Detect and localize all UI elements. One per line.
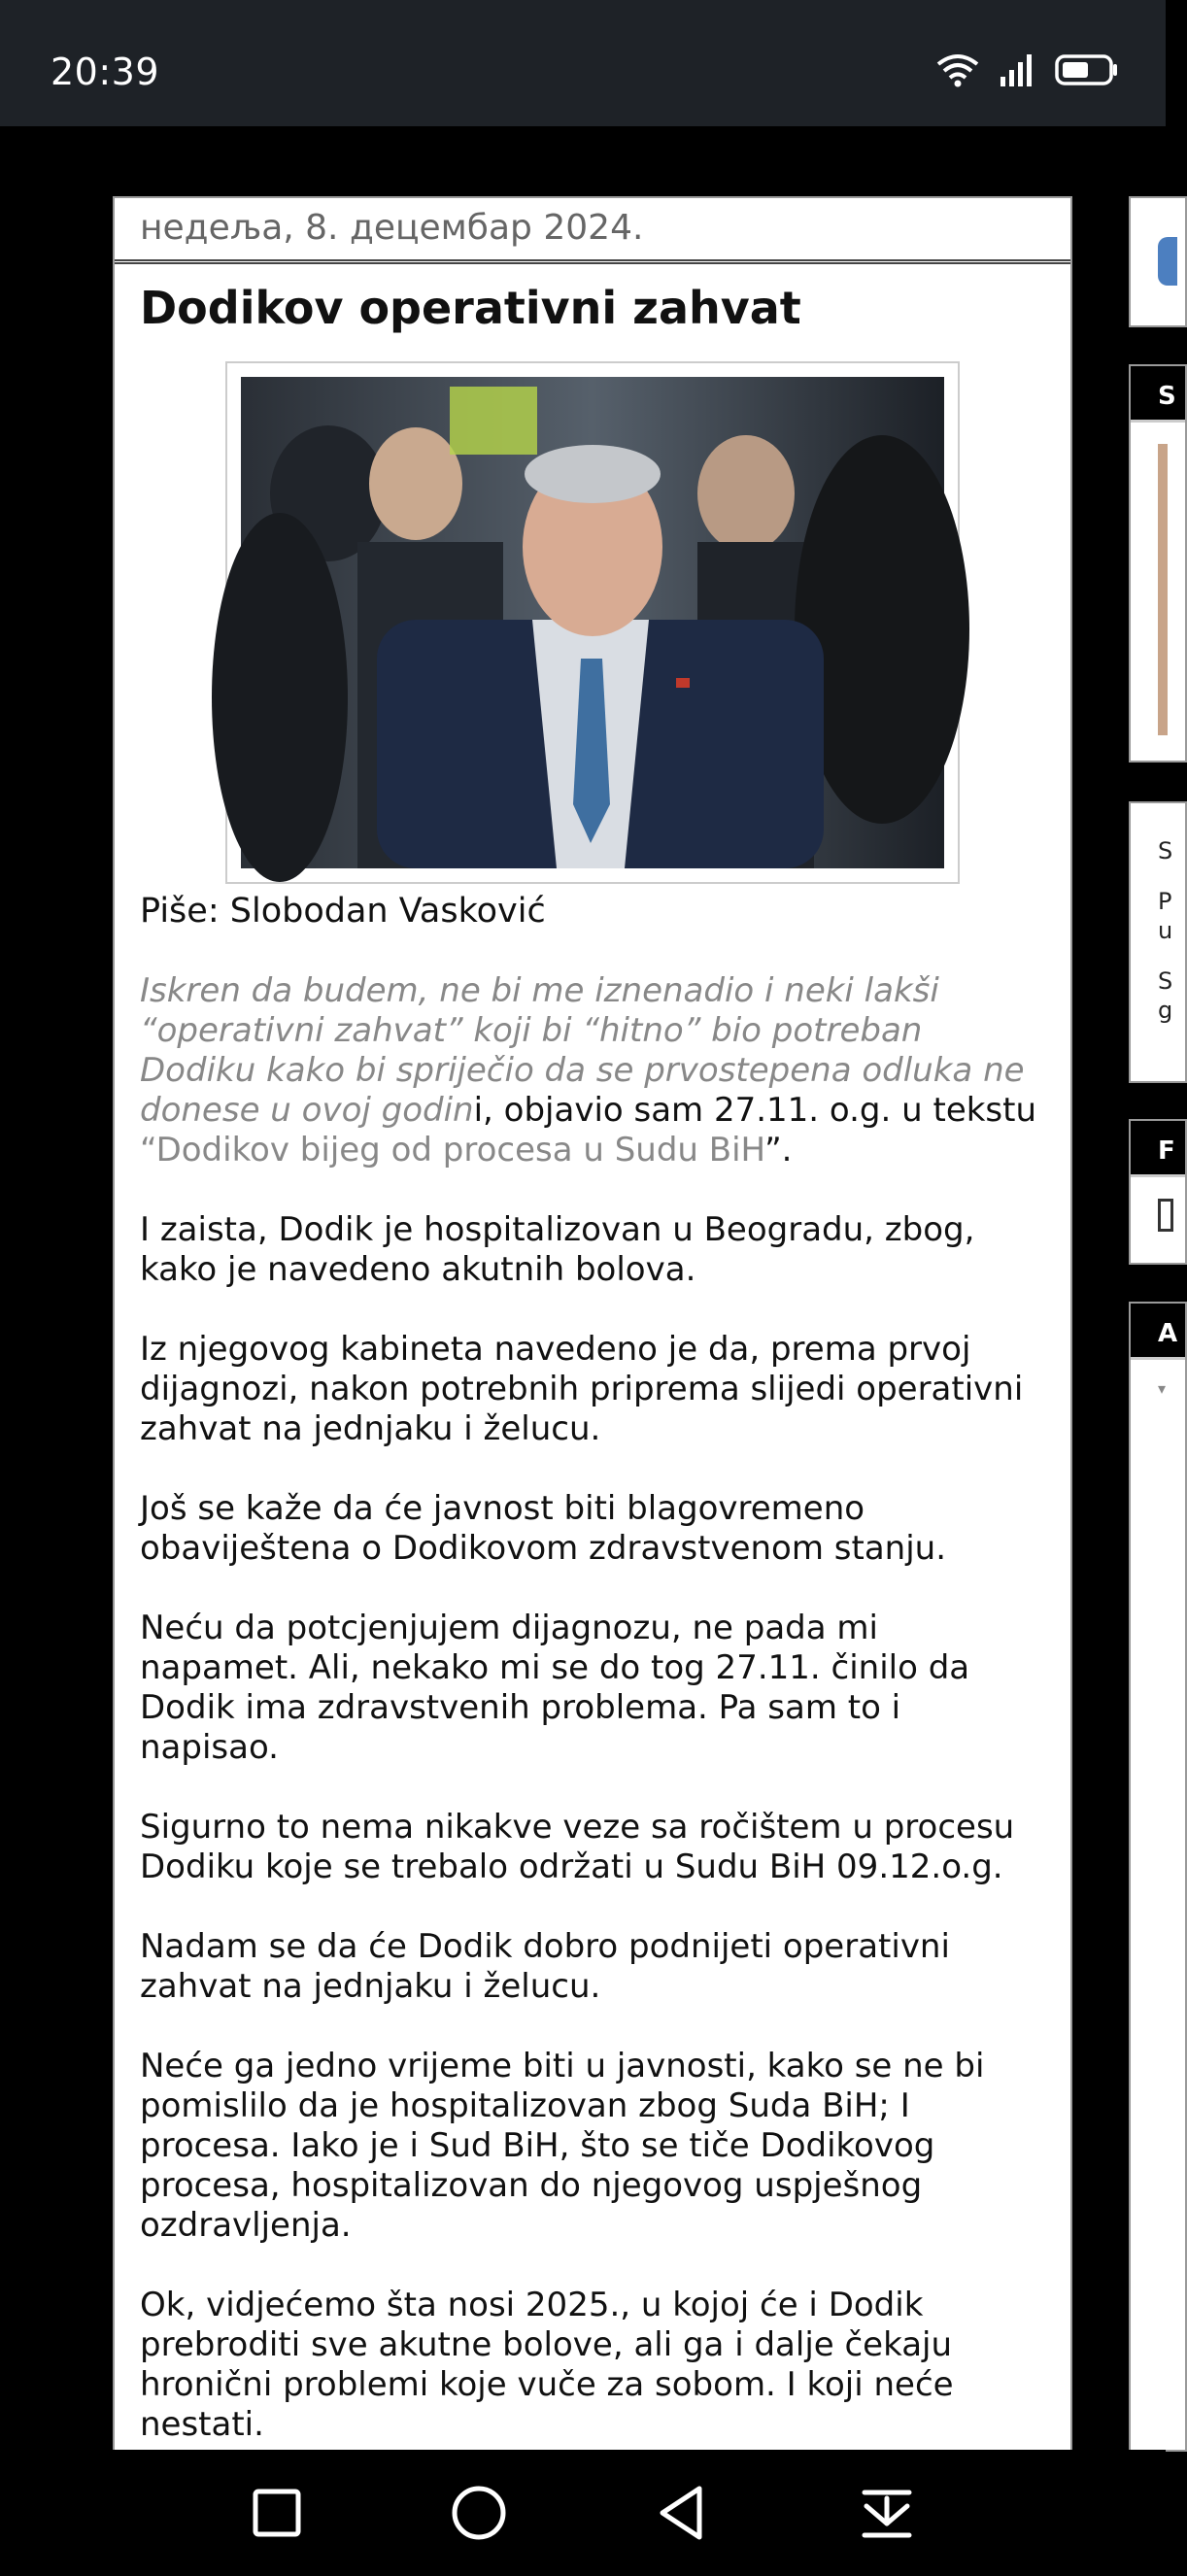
sidebar-widget-4-title: A [1131, 1304, 1185, 1360]
intro-quote: Iskren da budem, ne bi me iznenadio i neki lakši “operativni zahvat” koji bi “hitno” bio potreban Dodiku kako bi spriječio da se prvostepena odluka ne donese u ovoj godin [140, 971, 1025, 1130]
paragraph: Još se kaže da će javnost biti blagovremeno obaviještena o Dodikovom zdravstvenom stanju. [140, 1489, 947, 1568]
sidebar-widget-1 [1129, 364, 1187, 763]
sidebar-widget-3 [1129, 1119, 1187, 1265]
post-body [140, 971, 1045, 2445]
signal-icon [999, 53, 1035, 86]
sidebar-widget-2 [1129, 801, 1187, 1083]
paragraph: Ok, vidjećemo šta nosi 2025., u kojoj će i Dodik prebroditi sve akutne bolove, ali ga i dalje čekaju hronični problemi koje vuče za sobom. I koji neće nestati. [140, 2286, 954, 2444]
sidebar-widget-1-title: S [1131, 366, 1185, 423]
post-image-frame [225, 361, 960, 884]
sidebar-widget-4 [1129, 1302, 1187, 2452]
back-triangle-icon [649, 2479, 717, 2547]
home-button[interactable] [445, 2479, 513, 2547]
notifications-button[interactable] [853, 2479, 921, 2547]
sidebar-snippet[interactable]: S [1158, 837, 1173, 864]
status-icons [936, 52, 1119, 87]
back-button[interactable] [649, 2479, 717, 2547]
pull-down-icon [853, 2479, 921, 2547]
status-time: 20:39 [51, 51, 160, 93]
date-header: недеља, 8. децембар 2024. [115, 198, 1070, 264]
article-link[interactable]: “Dodikov bijeg od procesa u Sudu BiH [140, 1131, 765, 1169]
sidebar-widget-top[interactable] [1129, 196, 1187, 327]
navigation-bar [0, 2450, 1166, 2576]
paragraph: Neće ga jedno vrijeme biti u javnosti, kako se ne bi pomislilo da je hospitalizovan zbog Suda BiH; I procesa. Iako je i Sud BiH, što se tiče Dodikovog procesa, hospitalizovan do njegovog uspješnog ozdravljenja. [140, 2047, 985, 2245]
post-byline: Piše: Slobodan Vasković [140, 892, 546, 931]
sidebar-widget-3-title: F [1131, 1121, 1185, 1177]
paragraph: Nadam se da će Dodik dobro podnijeti operativni zahvat na jednjaku i želucu. [140, 1927, 950, 2006]
intro-end: ”. [764, 1131, 793, 1169]
square-icon [243, 2479, 311, 2547]
web-page [0, 126, 1178, 2450]
sidebar-checkbox[interactable] [1158, 1199, 1173, 1232]
post-image[interactable] [241, 377, 944, 868]
paragraph: I zaista, Dodik je hospitalizovan u Beogradu, zbog, kako je navedeno akutnih bolova. [140, 1210, 975, 1289]
wifi-icon [936, 52, 979, 87]
recents-button[interactable] [243, 2479, 311, 2547]
intro-paragraph [140, 971, 1045, 1170]
sidebar-image[interactable] [1158, 444, 1168, 735]
intro-text: i, objavio sam 27.11. o.g. u tekstu [473, 1091, 1037, 1130]
sidebar-snippet[interactable]: S [1158, 967, 1173, 995]
blog-post-card [113, 196, 1072, 2452]
post-title[interactable]: Dodikov operativni zahvat [140, 282, 801, 334]
paragraph: Neću da potcjenjujem dijagnozu, ne pada mi napamet. Ali, nekako mi se do tog 27.11. činilo da Dodik ima zdravstvenih problema. Pa sam to i napisao. [140, 1609, 970, 1767]
status-bar [0, 0, 1166, 126]
paragraph: Sigurno to nema nikakve veze sa ročištem u procesu Dodiku koje se trebalo održati u Sudu BiH 09.12.o.g. [140, 1808, 1015, 1886]
sidebar-snippet[interactable]: g [1158, 997, 1173, 1024]
sidebar-avatar [1158, 237, 1177, 286]
sidebar-snippet[interactable]: u [1158, 917, 1173, 944]
battery-icon [1055, 53, 1119, 86]
paragraph: Iz njegovog kabineta navedeno je da, prema prvoj dijagnozi, nakon potrebnih priprema slijedi operativni zahvat na jednjaku i želucu. [140, 1330, 1024, 1448]
circle-icon [445, 2479, 513, 2547]
sidebar-snippet[interactable]: P [1158, 888, 1172, 915]
chevron-down-icon[interactable]: ▾ [1158, 1381, 1167, 1398]
